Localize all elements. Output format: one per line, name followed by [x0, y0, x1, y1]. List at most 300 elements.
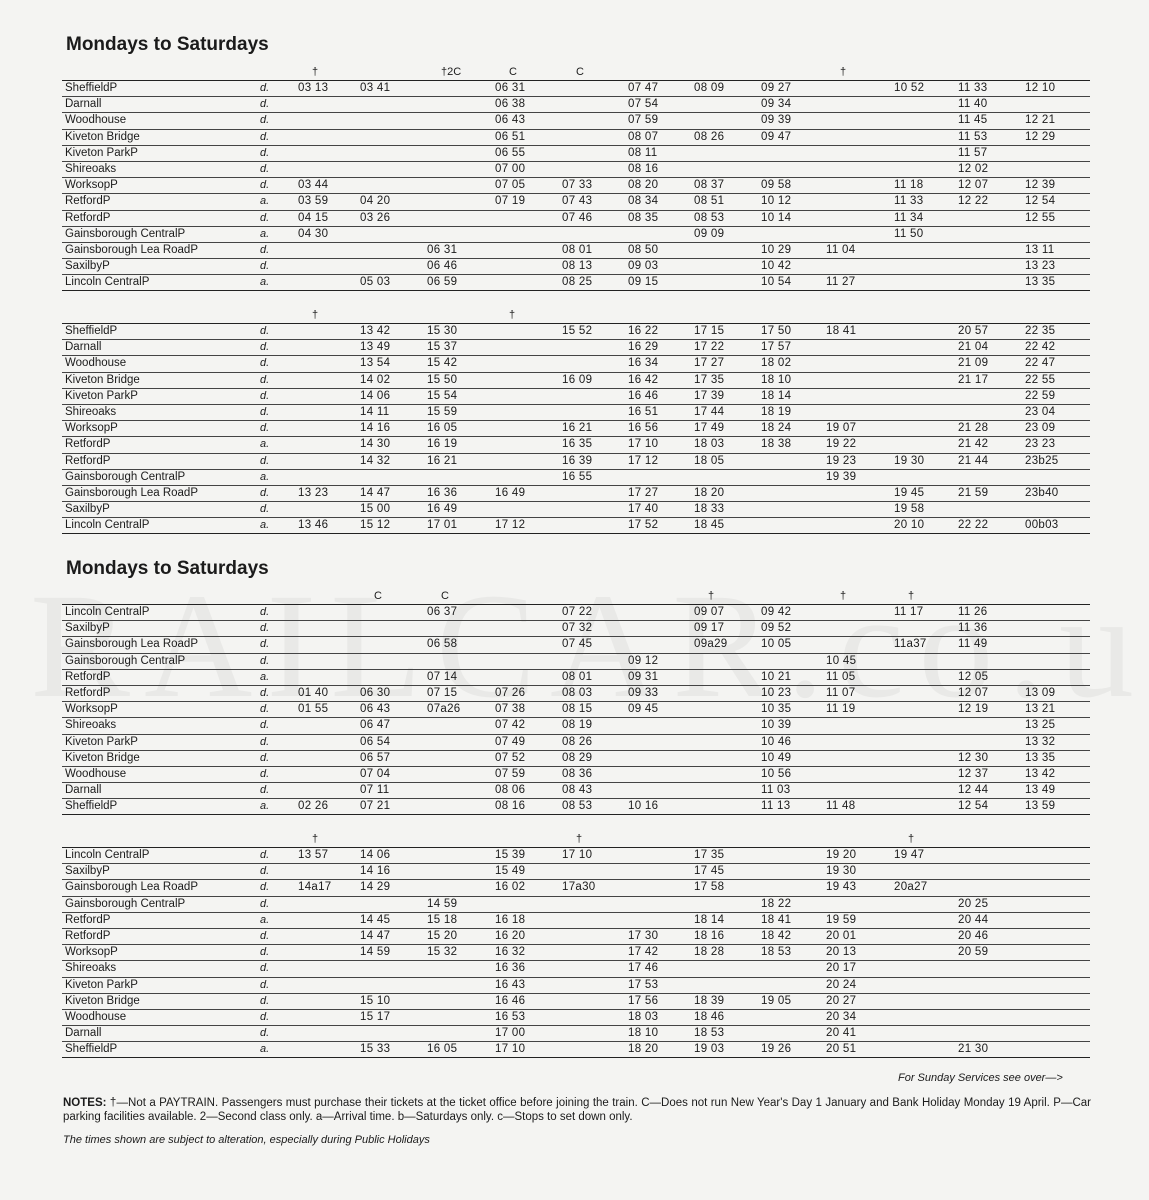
table-row [62, 113, 1090, 129]
departure-time: 06 31 [427, 243, 458, 256]
arrive-depart-marker: d. [260, 454, 270, 467]
departure-time: 06 31 [495, 82, 526, 94]
station-name: RetfordP [65, 913, 111, 926]
departure-time: 15 12 [360, 519, 391, 532]
departure-time: 06 43 [495, 114, 526, 127]
departure-time: 18 03 [694, 438, 725, 451]
arrive-depart-marker: a. [260, 800, 270, 813]
train-note-symbol: C [576, 66, 584, 78]
table-row [62, 654, 1090, 670]
departure-time: 15 42 [427, 357, 458, 370]
arrive-depart-marker: d. [260, 98, 270, 111]
departure-time: 15 52 [562, 325, 593, 337]
arrive-depart-marker: a. [260, 470, 270, 483]
arrive-depart-marker: d. [260, 962, 270, 975]
departure-time: 13 49 [1025, 784, 1056, 797]
departure-time: 12 02 [958, 162, 989, 175]
table-row [62, 194, 1090, 210]
departure-time: 17 39 [694, 389, 725, 402]
departure-time: 10 21 [761, 670, 792, 683]
departure-time: 07 11 [360, 784, 390, 797]
departure-time: 13 11 [1025, 243, 1055, 256]
departure-time: 20 44 [958, 913, 989, 926]
arrive-depart-marker: d. [260, 422, 270, 435]
departure-time: 13 35 [1025, 276, 1056, 289]
departure-time: 18 24 [761, 422, 792, 435]
departure-time: 14 06 [360, 849, 391, 861]
departure-time: 11 04 [826, 243, 856, 256]
departure-time: 10 14 [761, 211, 792, 224]
arrive-depart-marker: d. [260, 486, 270, 499]
departure-time: 08 36 [562, 767, 593, 780]
departure-time: 15 37 [427, 341, 458, 354]
table-row [62, 978, 1090, 994]
arrive-depart-marker: d. [260, 849, 270, 861]
departure-time: 07 54 [628, 98, 659, 111]
departure-time: 09 17 [694, 622, 725, 635]
station-name: Gainsborough CentralP [65, 654, 186, 667]
departure-time: 16 20 [495, 929, 526, 942]
table-row [62, 702, 1090, 718]
station-name: Shireoaks [65, 162, 117, 175]
departure-time: 07 26 [495, 686, 526, 699]
departure-time: 16 46 [495, 994, 526, 1007]
departure-time: 17 56 [628, 994, 659, 1007]
arrive-depart-marker: d. [260, 179, 270, 192]
departure-time: 12 55 [1025, 211, 1056, 224]
departure-time: 04 20 [360, 195, 391, 208]
departure-time: 08 53 [694, 211, 725, 224]
departure-time: 19 26 [761, 1043, 792, 1056]
departure-time: 20 01 [826, 929, 857, 942]
departure-time: 19 43 [826, 881, 857, 894]
table-row [62, 718, 1090, 734]
departure-time: 16 05 [427, 1043, 458, 1056]
departure-time: 12 22 [958, 195, 989, 208]
arrive-depart-marker: d. [260, 767, 270, 780]
departure-time: 08 16 [495, 800, 526, 813]
arrive-depart-marker: a. [260, 276, 270, 289]
departure-time: 20 13 [826, 946, 857, 959]
table-row [62, 783, 1090, 799]
sunday-services-note: For Sunday Services see over—> [898, 1072, 1063, 1084]
table-row [62, 486, 1090, 502]
departure-time: 18 05 [694, 454, 725, 467]
station-name: SheffieldP [65, 82, 118, 94]
departure-time: 11 45 [958, 114, 988, 127]
departure-time: 11 27 [826, 276, 856, 289]
departure-time: 21 04 [958, 341, 989, 354]
table-row [62, 356, 1090, 372]
arrive-depart-marker: d. [260, 82, 270, 94]
station-name: Lincoln CentralP [65, 519, 150, 532]
table-row [62, 929, 1090, 945]
departure-time: 17 45 [694, 865, 725, 878]
departure-time: 04 30 [298, 227, 329, 240]
table-row [62, 686, 1090, 702]
departure-time: 08 07 [628, 130, 659, 143]
train-note-symbol: † [840, 590, 847, 602]
departure-time: 17 50 [761, 325, 792, 337]
departure-time: 11 26 [958, 606, 988, 618]
station-name: Darnall [65, 784, 102, 797]
departure-time: 17 42 [628, 946, 659, 959]
departure-time: 08 53 [562, 800, 593, 813]
arrive-depart-marker: a. [260, 670, 270, 683]
departure-time: 16 56 [628, 422, 659, 435]
departure-time: 16 09 [562, 373, 593, 386]
arrive-depart-marker: d. [260, 865, 270, 878]
table-row [62, 227, 1090, 243]
departure-time: 15 33 [360, 1043, 391, 1056]
departure-time: 18 20 [694, 486, 725, 499]
departure-time: 18 53 [761, 946, 792, 959]
arrive-depart-marker: a. [260, 1043, 270, 1056]
departure-time: 14 32 [360, 454, 391, 467]
arrive-depart-marker: d. [260, 897, 270, 910]
station-name: WorksopP [65, 946, 118, 959]
departure-time: 07 47 [628, 82, 659, 94]
station-name: Gainsborough CentralP [65, 470, 186, 483]
station-name: Shireoaks [65, 405, 117, 418]
departure-time: 15 50 [427, 373, 458, 386]
departure-time: 17 44 [694, 405, 725, 418]
departure-time: 18 10 [761, 373, 792, 386]
departure-time: 09 09 [694, 227, 725, 240]
arrive-depart-marker: d. [260, 686, 270, 699]
departure-time: 06 58 [427, 638, 458, 651]
arrive-depart-marker: d. [260, 130, 270, 143]
departure-time: 12 54 [958, 800, 989, 813]
departure-time: 08 51 [694, 195, 725, 208]
departure-time: 10 16 [628, 800, 659, 813]
departure-time: 19 07 [826, 422, 857, 435]
departure-time: 16 32 [495, 946, 526, 959]
arrive-depart-marker: d. [260, 243, 270, 256]
departure-time: 16 53 [495, 1010, 526, 1023]
station-name: RetfordP [65, 686, 111, 699]
departure-time: 23b25 [1025, 454, 1059, 467]
departure-time: 07 43 [562, 195, 593, 208]
departure-time: 08 37 [694, 179, 725, 192]
departure-time: 13 54 [360, 357, 391, 370]
departure-time: 11 07 [826, 686, 856, 699]
departure-time: 12 10 [1025, 82, 1056, 94]
departure-time: 07 05 [495, 179, 526, 192]
disclaimer: The times shown are subject to alteration, especially during Public Holidays [63, 1134, 430, 1146]
table-row [62, 243, 1090, 259]
departure-time: 16 55 [562, 470, 593, 483]
departure-time: 17 00 [495, 1027, 526, 1040]
departure-time: 08 50 [628, 243, 659, 256]
table-row [62, 130, 1090, 146]
table-row [62, 454, 1090, 470]
table-row [62, 637, 1090, 653]
departure-time: 20a27 [894, 881, 928, 894]
departure-time: 16 22 [628, 325, 659, 337]
departure-time: 14 47 [360, 929, 391, 942]
station-name: Shireoaks [65, 719, 117, 732]
station-name: RetfordP [65, 211, 111, 224]
station-name: Shireoaks [65, 962, 117, 975]
arrive-depart-marker: a. [260, 195, 270, 208]
table-row [62, 1026, 1090, 1042]
departure-time: 22 47 [1025, 357, 1056, 370]
arrive-depart-marker: d. [260, 405, 270, 418]
table-row [62, 767, 1090, 783]
departure-time: 18 45 [694, 519, 725, 532]
departure-time: 16 21 [562, 422, 593, 435]
arrive-depart-marker: d. [260, 994, 270, 1007]
departure-time: 18 38 [761, 438, 792, 451]
departure-time: 18 03 [628, 1010, 659, 1023]
station-name: Gainsborough Lea RoadP [65, 881, 198, 894]
departure-time: 15 30 [427, 325, 458, 337]
departure-time: 10 45 [826, 654, 857, 667]
departure-time: 18 20 [628, 1043, 659, 1056]
table-row [62, 605, 1090, 621]
timetable-block-lincoln-sheffield-afternoon [62, 833, 1090, 1058]
departure-time: 22 42 [1025, 341, 1056, 354]
departure-time: 17 52 [628, 519, 659, 532]
table-row [62, 799, 1090, 814]
arrive-depart-marker: d. [260, 1010, 270, 1023]
symbol-row [62, 309, 1090, 323]
station-name: Gainsborough Lea RoadP [65, 638, 198, 651]
arrive-depart-marker: d. [260, 373, 270, 386]
departure-time: 11 53 [958, 130, 988, 143]
departure-time: 03 44 [298, 179, 329, 192]
table-row [62, 994, 1090, 1010]
arrive-depart-marker: d. [260, 606, 270, 618]
departure-time: 06 37 [427, 606, 458, 618]
departure-time: 09 33 [628, 686, 659, 699]
departure-time: 16 21 [427, 454, 458, 467]
departure-time: 10 39 [761, 719, 792, 732]
arrive-depart-marker: d. [260, 114, 270, 127]
table-row [62, 945, 1090, 961]
departure-time: 09 03 [628, 260, 659, 273]
departure-time: 18 19 [761, 405, 792, 418]
departure-time: 07 52 [495, 751, 526, 764]
departure-time: 16 02 [495, 881, 526, 894]
timetable-block-sheffield-lincoln-morning [62, 66, 1090, 291]
timetable-table [62, 604, 1090, 815]
departure-time: 20 46 [958, 929, 989, 942]
table-row [62, 324, 1090, 340]
train-note-symbol: † [312, 66, 319, 78]
notes-label: NOTES: [63, 1097, 107, 1109]
departure-time: 09 12 [628, 654, 659, 667]
departure-time: 11 19 [826, 703, 856, 716]
departure-time: 23 09 [1025, 422, 1056, 435]
arrive-depart-marker: d. [260, 751, 270, 764]
departure-time: 13 23 [298, 486, 329, 499]
arrive-depart-marker: d. [260, 211, 270, 224]
departure-time: 13 57 [298, 849, 329, 861]
departure-time: 03 13 [298, 82, 329, 94]
departure-time: 14 06 [360, 389, 391, 402]
departure-time: 06 30 [360, 686, 391, 699]
departure-time: 15 17 [360, 1010, 391, 1023]
departure-time: 21 28 [958, 422, 989, 435]
station-name: RetfordP [65, 670, 111, 683]
departure-time: 13 09 [1025, 686, 1056, 699]
arrive-depart-marker: d. [260, 735, 270, 748]
departure-time: 07 04 [360, 767, 391, 780]
station-name: Gainsborough CentralP [65, 227, 186, 240]
train-note-symbol: † [908, 833, 915, 845]
table-row [62, 751, 1090, 767]
departure-time: 07 42 [495, 719, 526, 732]
station-name: SaxilbyP [65, 622, 110, 635]
departure-time: 16 19 [427, 438, 458, 451]
table-row [62, 437, 1090, 453]
departure-time: 08 29 [562, 751, 593, 764]
arrive-depart-marker: d. [260, 638, 270, 651]
departure-time: 16 35 [562, 438, 593, 451]
departure-time: 19 39 [826, 470, 857, 483]
table-row [62, 518, 1090, 533]
departure-time: 10 42 [761, 260, 792, 273]
departure-time: 06 59 [427, 276, 458, 289]
departure-time: 21 44 [958, 454, 989, 467]
departure-time: 19 30 [894, 454, 925, 467]
departure-time: 09 34 [761, 98, 792, 111]
departure-time: 17 10 [495, 1043, 526, 1056]
departure-time: 22 22 [958, 519, 989, 532]
departure-time: 13 49 [360, 341, 391, 354]
departure-time: 11 17 [894, 606, 924, 618]
departure-time: 19 58 [894, 503, 925, 516]
departure-time: 10 56 [761, 767, 792, 780]
departure-time: 10 29 [761, 243, 792, 256]
table-row [62, 470, 1090, 486]
table-row [62, 880, 1090, 896]
departure-time: 08 19 [562, 719, 593, 732]
departure-time: 12 39 [1025, 179, 1056, 192]
departure-time: 20 10 [894, 519, 925, 532]
departure-time: 03 26 [360, 211, 391, 224]
departure-time: 10 54 [761, 276, 792, 289]
departure-time: 17 30 [628, 929, 659, 942]
arrive-depart-marker: d. [260, 146, 270, 159]
departure-time: 06 51 [495, 130, 526, 143]
station-name: Gainsborough Lea RoadP [65, 243, 198, 256]
departure-time: 20 27 [826, 994, 857, 1007]
departure-time: 08 43 [562, 784, 593, 797]
departure-time: 16 18 [495, 913, 526, 926]
station-name: Woodhouse [65, 357, 127, 370]
departure-time: 08 15 [562, 703, 593, 716]
departure-time: 16 46 [628, 389, 659, 402]
departure-time: 12 37 [958, 767, 989, 780]
departure-time: 23 23 [1025, 438, 1056, 451]
departure-time: 11 03 [761, 784, 791, 797]
train-note-symbol: † [840, 66, 847, 78]
departure-time: 14 47 [360, 486, 391, 499]
departure-time: 21 17 [958, 373, 989, 386]
departure-time: 13 32 [1025, 735, 1056, 748]
departure-time: 12 54 [1025, 195, 1056, 208]
departure-time: 22 35 [1025, 325, 1056, 337]
departure-time: 11 05 [826, 670, 856, 683]
departure-time: 21 42 [958, 438, 989, 451]
departure-time: 08 09 [694, 82, 725, 94]
arrive-depart-marker: d. [260, 162, 270, 175]
departure-time: 11 48 [826, 800, 856, 813]
departure-time: 15 18 [427, 913, 458, 926]
departure-time: 18 41 [826, 325, 857, 337]
departure-time: 11 40 [958, 98, 988, 111]
symbol-row [62, 66, 1090, 80]
departure-time: 09 07 [694, 606, 725, 618]
arrive-depart-marker: d. [260, 341, 270, 354]
table-row [62, 735, 1090, 751]
departure-time: 18 33 [694, 503, 725, 516]
departure-time: 21 59 [958, 486, 989, 499]
departure-time: 12 44 [958, 784, 989, 797]
departure-time: 10 35 [761, 703, 792, 716]
timetable-block-sheffield-lincoln-afternoon [62, 309, 1090, 534]
departure-time: 18 46 [694, 1010, 725, 1023]
train-note-symbol: † [509, 309, 516, 321]
timetable-table [62, 323, 1090, 534]
departure-time: 20 17 [826, 962, 857, 975]
departure-time: 17a30 [562, 881, 596, 894]
table-row [62, 621, 1090, 637]
table-row [62, 1042, 1090, 1057]
departure-time: 08 11 [628, 146, 658, 159]
departure-time: 08 25 [562, 276, 593, 289]
departure-time: 08 03 [562, 686, 593, 699]
station-name: SaxilbyP [65, 260, 110, 273]
departure-time: 14 59 [360, 946, 391, 959]
departure-time: 20 59 [958, 946, 989, 959]
departure-time: 17 53 [628, 978, 659, 991]
departure-time: 09 39 [761, 114, 792, 127]
station-name: RetfordP [65, 438, 111, 451]
arrive-depart-marker: d. [260, 784, 270, 797]
departure-time: 18 53 [694, 1027, 725, 1040]
train-note-symbol: † [908, 590, 915, 602]
arrive-depart-marker: d. [260, 929, 270, 942]
departure-time: 22 55 [1025, 373, 1056, 386]
departure-time: 09 42 [761, 606, 792, 618]
departure-time: 08 35 [628, 211, 659, 224]
arrive-depart-marker: d. [260, 703, 270, 716]
departure-time: 07a26 [427, 703, 461, 716]
departure-time: 20 41 [826, 1027, 857, 1040]
departure-time: 17 35 [694, 849, 725, 861]
departure-time: 15 32 [427, 946, 458, 959]
departure-time: 16 49 [495, 486, 526, 499]
departure-time: 23 04 [1025, 405, 1056, 418]
departure-time: 07 49 [495, 735, 526, 748]
table-row [62, 897, 1090, 913]
arrive-depart-marker: d. [260, 622, 270, 635]
departure-time: 20 24 [826, 978, 857, 991]
table-row [62, 421, 1090, 437]
arrive-depart-marker: d. [260, 1027, 270, 1040]
departure-time: 00b03 [1025, 519, 1059, 532]
departure-time: 17 15 [694, 325, 725, 337]
departure-time: 11 49 [958, 638, 988, 651]
departure-time: 09 31 [628, 670, 659, 683]
departure-time: 17 46 [628, 962, 659, 975]
departure-time: 06 55 [495, 146, 526, 159]
departure-time: 14 11 [360, 405, 390, 418]
